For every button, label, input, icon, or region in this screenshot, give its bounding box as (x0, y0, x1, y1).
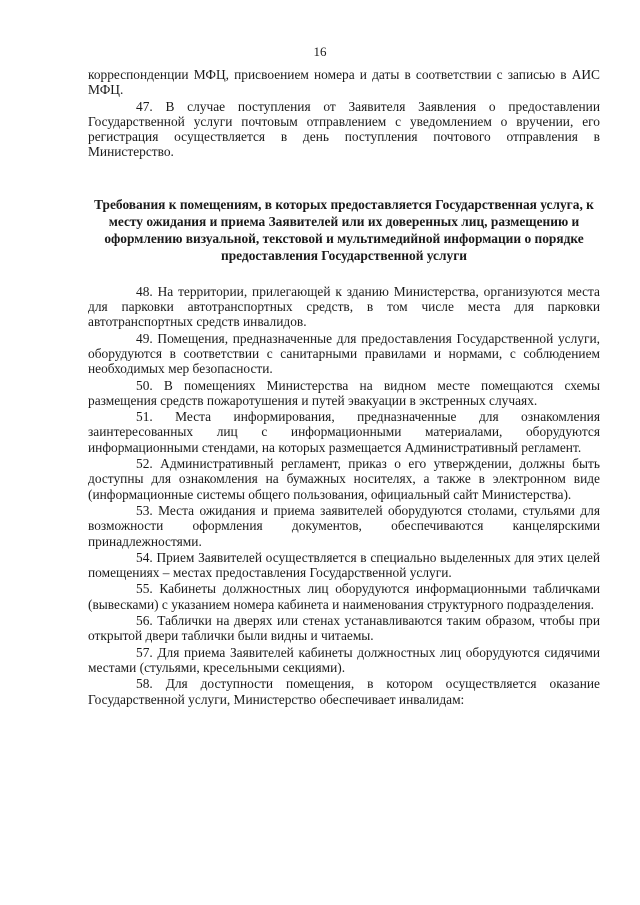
page-number: 16 (313, 44, 327, 59)
paragraph-56: 56. Таблички на дверях или стенах устанавливаются таким образом, чтобы при открытой двери таблички были видны и читаемы. (88, 613, 600, 644)
paragraph-57: 57. Для приема Заявителей кабинеты должностных лиц оборудуются сидячими местами (стульями, кресельными секциями). (88, 644, 600, 675)
paragraph-58: 58. Для доступности помещения, в котором осуществляется оказание Государственной услуги, Министерство обеспечивает инвалидам: (88, 676, 600, 707)
paragraph-52: 52. Административный регламент, приказ о его утверждении, должны быть доступны для ознакомления на бумажных носителях, а также в электронном виде (информационные системы общего пользования, официальный сайт Министерства). (88, 456, 600, 502)
paragraph-49: 49. Помещения, предназначенные для предоставления Государственной услуги, оборудуются в соответствии с санитарными правилами и нормами, с соблюдением необходимых мер безопасности. (88, 330, 600, 377)
paragraph-53: 53. Места ожидания и приема заявителей оборудуются столами, стульями для возможности оформления документов, обеспечиваются канцелярскими принадлежностями. (88, 502, 600, 549)
paragraph-48: 48. На территории, прилегающей к зданию Министерства, организуются места для парковки автотранспортных средств, в том числе места для парковки автотранспортных средств инвалидов. (88, 283, 600, 330)
paragraph-54: 54. Прием Заявителей осуществляется в специально выделенных для этих целей помещениях – местах предоставления Государственной услуги. (88, 549, 600, 581)
paragraph-55: 55. Кабинеты должностных лиц оборудуются информационными табличками (вывесками) с указанием номера кабинета и наименования структурного подразделения. (88, 581, 600, 612)
section-heading: Требования к помещениям, в которых предоставляется Государственная услуга, к месту ожидания и приема Заявителей или их доверенных лиц, размещению и оформлению визуальной, текстовой и мультимедийной информации о порядке предоставления Государственной услуги (94, 196, 594, 263)
paragraph-continuation: корреспонденции МФЦ, присвоением номера и даты в соответствии с записью в АИС МФЦ. (88, 67, 600, 98)
paragraph-50: 50. В помещениях Министерства на видном месте помещаются схемы размещения средств пожаротушения и путей эвакуации в экстренных случаях. (88, 377, 600, 408)
paragraph-51: 51. Места информирования, предназначенные для ознакомления заинтересованных лиц с информационными материалами, оборудуются информационными стендами, на которых размещается Административный регламент. (88, 409, 600, 455)
paragraph-47: 47. В случае поступления от Заявителя Заявления о предоставлении Государственной услуги почтовым отправлением с уведомлением о вручении, его регистрация осуществляется в день поступления почтового отправления в Министерство. (88, 98, 600, 160)
document-body (88, 67, 600, 707)
